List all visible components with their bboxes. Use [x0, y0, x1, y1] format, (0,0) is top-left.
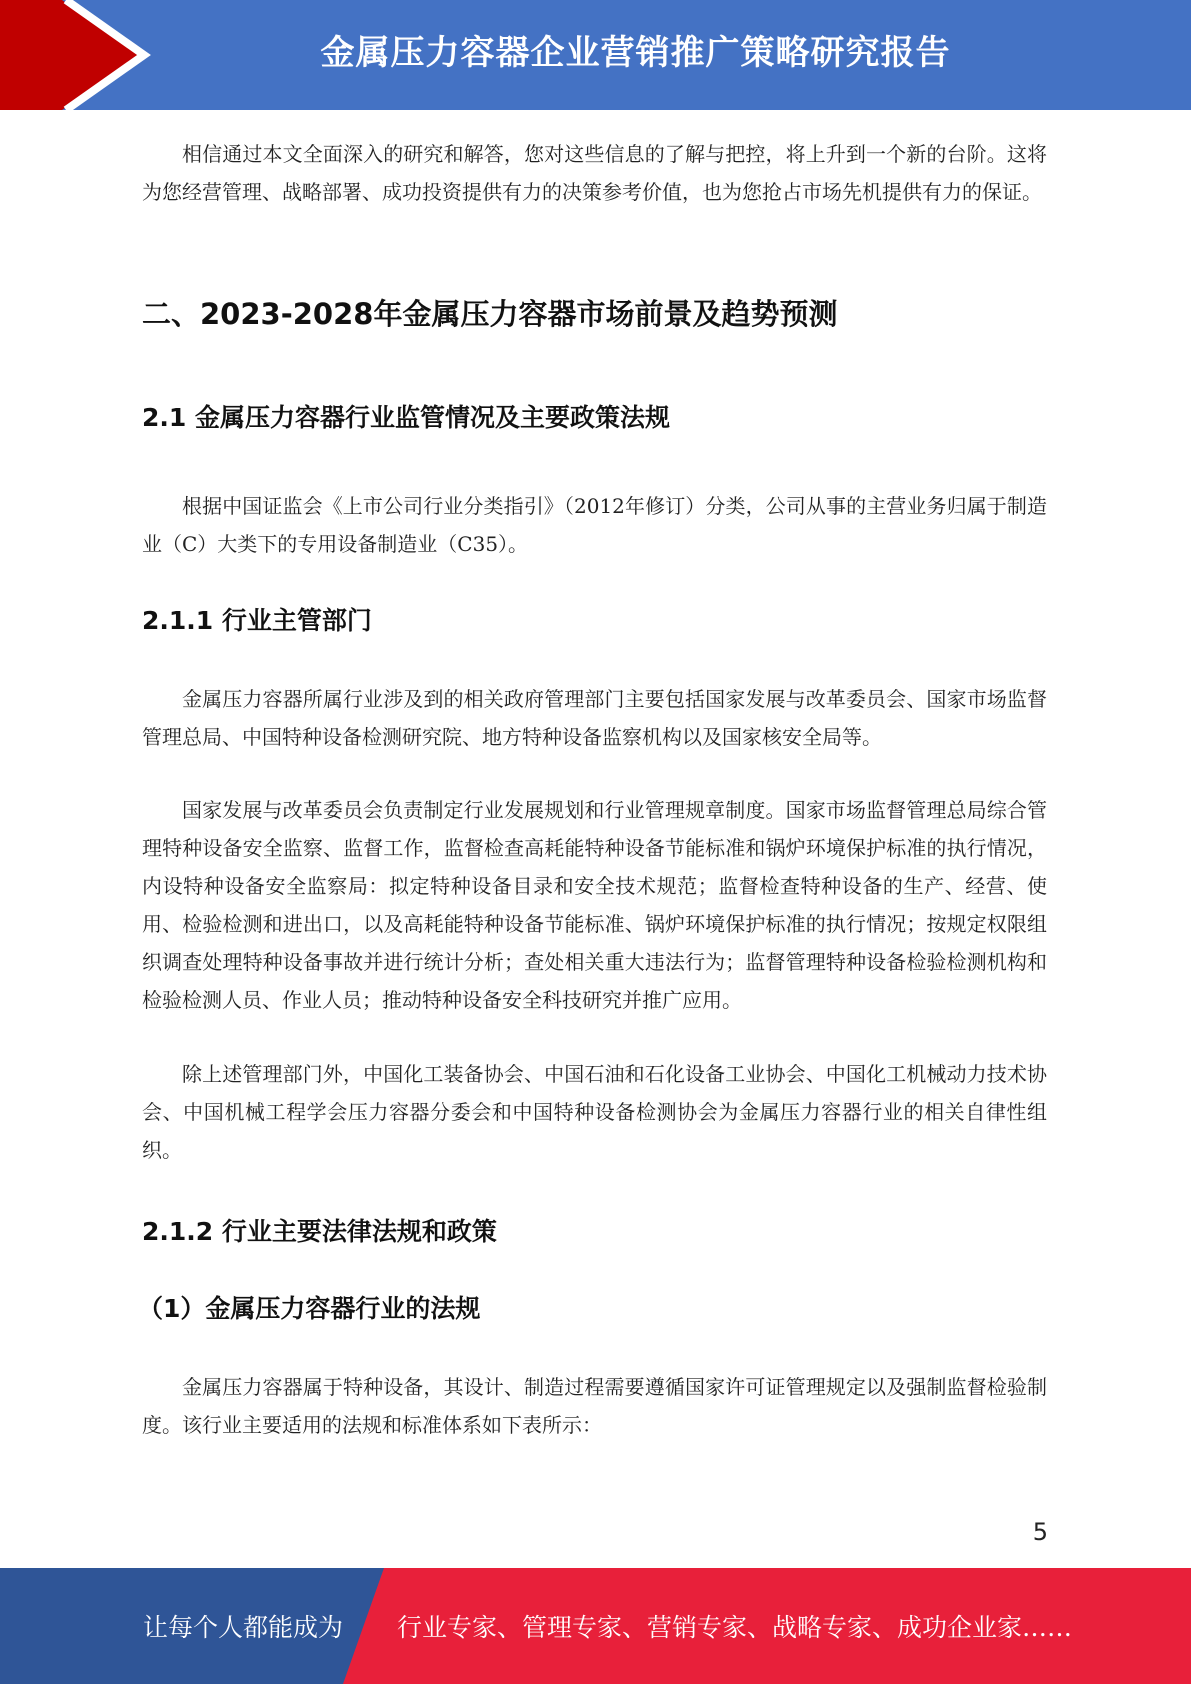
footer-slogan-left: 让每个人都能成为 — [143, 1613, 344, 1642]
subsection-2-1-2-title: 2.1.2 行业主要法律法规和政策 — [142, 1217, 497, 1246]
paragraph-2-1-1-c: 除上述管理部门外，中国化工装备协会、中国石油和石化设备工业协会、中国化工机械动力技术协会、中国机械工程学会压力容器分委会和中国特种设备检测协会为金属压力容器行业的相关自律性组织。 — [142, 1062, 1047, 1162]
paragraph-item-1: 金属压力容器属于特种设备，其设计、制造过程需要遵循国家许可证管理规定以及强制监督检验制度。该行业主要适用的法规和标准体系如下表所示： — [142, 1375, 1047, 1437]
subsection-2-1-title: 2.1 金属压力容器行业监管情况及主要政策法规 — [142, 403, 670, 432]
report-title: 金属压力容器企业营销推广策略研究报告 — [320, 33, 951, 73]
intro-paragraph: 相信通过本文全面深入的研究和解答，您对这些信息的了解与把控，将上升到一个新的台阶。这将为您经营管理、战略部署、成功投资提供有力的决策参考价值，也为您抢占市场先机提供有力的保证。 — [142, 142, 1047, 204]
item-1-title: （1）金属压力容器行业的法规 — [138, 1294, 481, 1323]
paragraph-2-1-1-b: 国家发展与改革委员会负责制定行业发展规划和行业管理规章制度。国家市场监督管理总局综合管理特种设备安全监察、监督工作，监督检查高耗能特种设备节能标准和锅炉环境保护标准的执行情况，内设特种设备安全监察局：拟定特种设备目录和安全技术规范；监督检查特种设备的生产、经营、使用、检验检测和进出口，以及高耗能特种设备节能标准、锅炉环境保护标准的执行情况；按规定权限组织调查处理特种设备事故并进行统计分析；查处相关重大违法行为；监督管理特种设备检验检测机构和检验检测人员、作业人员；推动特种设备安全科技研究并推广应用。 — [142, 798, 1047, 1012]
paragraph-2-1-1-a: 金属压力容器所属行业涉及到的相关政府管理部门主要包括国家发展与改革委员会、国家市场监督管理总局、中国特种设备检测研究院、地方特种设备监察机构以及国家核安全局等。 — [142, 687, 1047, 749]
footer-slogan-right: 行业专家、管理专家、营销专家、战略专家、成功企业家…… — [397, 1613, 1073, 1642]
section-title: 二、2023-2028年金属压力容器市场前景及趋势预测 — [142, 297, 838, 331]
page-number: 5 — [1032, 1518, 1048, 1546]
subsection-2-1-1-title: 2.1.1 行业主管部门 — [142, 606, 372, 635]
page-header — [0, 0, 1191, 110]
paragraph-2-1: 根据中国证监会《上市公司行业分类指引》（2012年修订）分类，公司从事的主营业务归属于制造业（C）大类下的专用设备制造业（C35）。 — [142, 494, 1047, 556]
page-footer — [0, 1568, 1191, 1684]
